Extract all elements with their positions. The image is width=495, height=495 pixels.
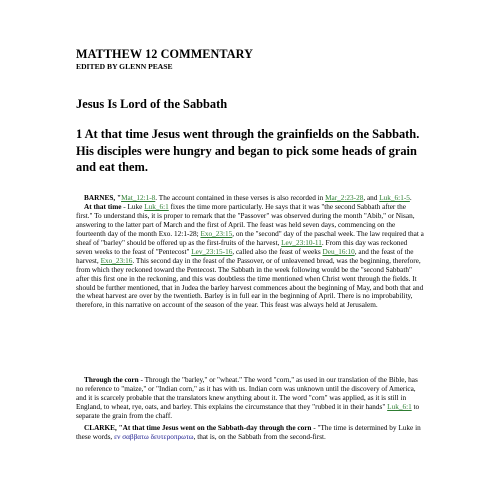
body-text: , called also the feast of weeks [232, 247, 323, 256]
document-title: MATTHEW 12 COMMENTARY [76, 47, 254, 61]
through-the-corn-paragraph [76, 376, 424, 421]
clarke-commentary [76, 424, 424, 442]
section-heading: Jesus Is Lord of the Sabbath [76, 97, 228, 111]
body-text: - Luke [121, 202, 145, 211]
barnes-commentary [76, 194, 424, 310]
scripture-link[interactable]: Exo_23:15 [200, 229, 233, 238]
body-text: - "The time is determined by Luke in these words, [76, 424, 421, 441]
document-subtitle: EDITED BY GLENN PEASE [76, 62, 173, 71]
body-text: . [409, 194, 412, 202]
scripture-link[interactable]: Luk_6:1 [387, 402, 412, 411]
scripture-link[interactable]: Deu_16:10 [322, 247, 355, 256]
greek-phrase: εν σαββατω δευτεροπρωτω [114, 432, 194, 441]
scripture-link[interactable]: Lev_23:15-16 [191, 247, 233, 256]
barnes-intro-paragraph [76, 194, 424, 203]
barnes-label: BARNES, " [84, 194, 122, 202]
clarke-paragraph [76, 424, 424, 442]
scripture-link[interactable]: Mar_2:23-28 [325, 194, 364, 202]
body-text: . From this day was reckoned seven weeks to the feast of "Pentecost" [76, 238, 408, 256]
paragraph-lead: Through the corn [84, 376, 139, 384]
body-text: to separate the grain from the chaff. [76, 402, 420, 420]
body-text: - Through the "barley," or "wheat." The word "corn," as used in our translation of the Bible, has no reference to "maize," or "Indian corn," as it has with us. Indian corn was unknown until the discovery of America, and it is scarcely probable that the translators knew anything about it. The word "corn" was applied, as it is still in England, to wheat, rye, oats, and barley. This explains the circumstance that they "rubbed it in their hands" [76, 376, 418, 411]
clarke-label: CLARKE, "At that time Jesus went on the Sabbath-day through the corn [84, 424, 312, 432]
body-text: , on the "second" day of the paschal week. The law required that a sheaf of "barley" should be offered up as the first-fruits of the harvest, [76, 229, 424, 247]
at-that-time-paragraph [76, 203, 424, 310]
paragraph-lead: At that time [84, 202, 122, 211]
body-text: fixes the time more particularly. He says that it was "the second Sabbath after the first." To understand this, it is proper to remark that the "Passover" was observed during the month "Abib," or Nisan, answering to the latter part of March and the first of April. The feast was held seven days, commencing on the fourteenth day of the month Exo. 12:1-28; [76, 202, 415, 238]
scripture-link[interactable]: Luk_6:1 [144, 202, 169, 211]
body-text: , and [363, 194, 380, 202]
scripture-link[interactable]: Exo_23:16 [100, 256, 133, 265]
body-text: . This second day in the feast of the Passover, or of unleavened bread, was the beginning, therefore, from which they reckoned toward the Pentecost. The Sabbath in the week following would be the "second Sabbath" after this first one in the reckoning, and this was doubtless the time mentioned when Christ went through the fields. It should be further mentioned, that in Judea the barley harvest commences about the beginning of May, and both that and the wheat harvest are over by the twentieth. Barley is in full ear in the beginning of April. There is no improbability, therefore, in this narrative on account of the season of the year. This feast was always held at Jerusalem. [76, 256, 424, 310]
through-the-corn-commentary [76, 376, 424, 421]
scripture-link[interactable]: Lev_23:10-11 [281, 238, 322, 247]
body-text: , and the feast of the harvest, [76, 247, 414, 265]
scripture-link[interactable]: Mat_12:1-8 [121, 194, 156, 202]
scripture-link[interactable]: Luk_6:1-5 [379, 194, 410, 202]
body-text: . The account contained in these verses is also recorded in [155, 194, 326, 202]
body-text: , that is, on the Sabbath from the second-first. [193, 432, 326, 441]
verse-text: 1 At that time Jesus went through the grainfields on the Sabbath. His disciples were hungry and began to pick some heads of grain and eat them. [76, 127, 420, 174]
